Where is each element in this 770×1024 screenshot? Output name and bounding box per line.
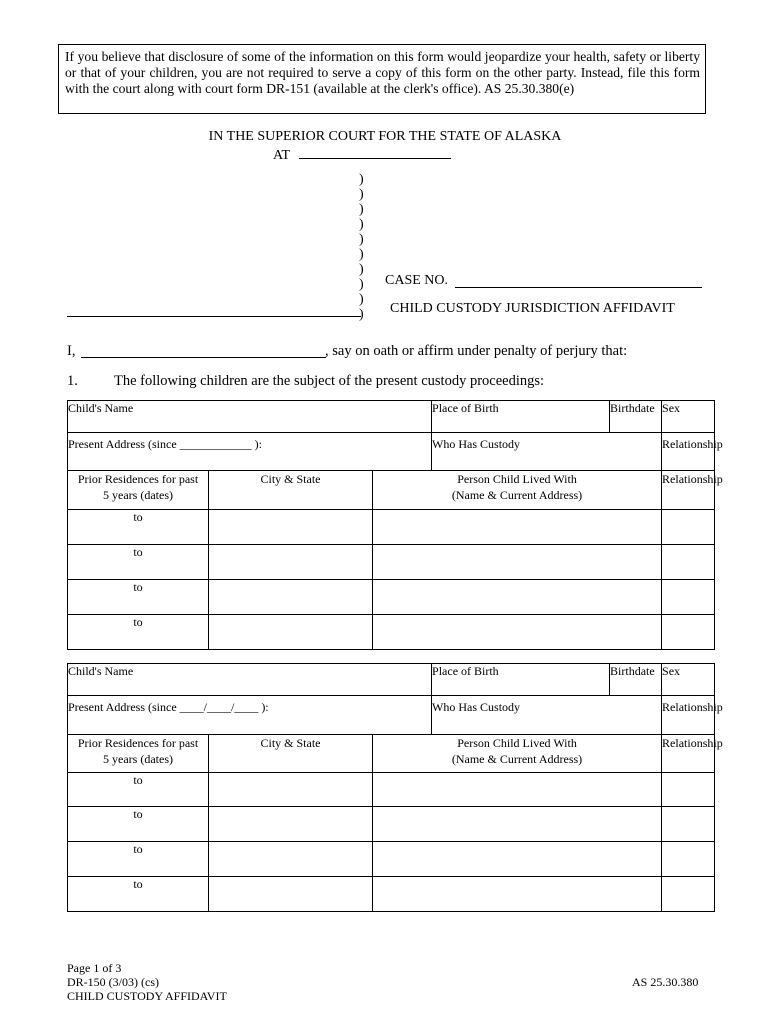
person-cell[interactable] (373, 545, 662, 580)
place-of-birth-cell[interactable]: Place of Birth (432, 664, 610, 696)
city-state-cell[interactable] (209, 510, 373, 545)
present-address-cell[interactable]: Present Address (since ____________ ): (68, 433, 432, 471)
childs-name-cell[interactable]: Child's Name (68, 664, 432, 696)
birthdate-cell[interactable]: Birthdate (610, 401, 662, 433)
table-row (68, 842, 715, 877)
relationship-value-cell[interactable] (662, 877, 715, 912)
city-state-cell[interactable] (209, 842, 373, 877)
sex-cell[interactable]: Sex (662, 401, 715, 433)
sex-cell[interactable]: Sex (662, 664, 715, 696)
child-table-2 (67, 663, 723, 912)
city-state-cell[interactable] (209, 807, 373, 842)
city-state-cell[interactable] (209, 877, 373, 912)
table-row (68, 545, 715, 580)
table-row (68, 615, 715, 650)
person-cell[interactable] (373, 842, 662, 877)
confidentiality-notice-text: If you believe that disclosure of some of the information on this form would jeopardize your health, safety or liberty or that of your children, you are not required to serve a copy of this form on the other party. Instead, file this form with the court along with court form DR-151 (available at the clerk's office). AS 25.30.380(e) (65, 49, 700, 96)
place-of-birth-cell[interactable]: Place of Birth (432, 401, 610, 433)
person-lived-with-header: Person Child Lived With (Name & Current Address) (373, 735, 662, 773)
item-number: 1. (67, 373, 78, 389)
court-location-field[interactable] (299, 145, 451, 159)
city-state-cell[interactable] (209, 580, 373, 615)
caption-parens (359, 172, 364, 322)
dates-cell[interactable]: to (68, 842, 209, 877)
caption-paren: ) (359, 292, 364, 307)
page-number: Page 1 of 3 (67, 961, 122, 975)
relationship-cell[interactable]: Relationship (662, 433, 715, 471)
document-title: CHILD CUSTODY JURISDICTION AFFIDAVIT (390, 301, 675, 316)
caption-paren: ) (359, 307, 364, 322)
footer-left (67, 961, 227, 1003)
dates-cell[interactable]: to (68, 807, 209, 842)
item-text: The following children are the subject of the present custody proceedings: (114, 373, 545, 389)
case-number (385, 273, 448, 289)
prior-residences-header: Prior Residences for past 5 years (dates) (68, 471, 209, 510)
table-row (68, 773, 715, 807)
table-row (68, 510, 715, 545)
oath-prefix: I, (67, 343, 76, 359)
dates-cell[interactable]: to (68, 580, 209, 615)
person-cell[interactable] (373, 773, 662, 807)
caption-paren: ) (359, 172, 364, 187)
child-table-1 (67, 400, 723, 650)
table-row (68, 580, 715, 615)
person-cell[interactable] (373, 615, 662, 650)
dates-cell[interactable]: to (68, 877, 209, 912)
birthdate-cell[interactable]: Birthdate (610, 664, 662, 696)
relationship-value-cell[interactable] (662, 773, 715, 807)
footer-statute: AS 25.30.380 (632, 975, 699, 989)
party-names-field[interactable] (67, 302, 361, 317)
case-number-field[interactable] (455, 272, 702, 288)
city-state-header: City & State (209, 471, 373, 510)
person-cell[interactable] (373, 807, 662, 842)
person-cell[interactable] (373, 877, 662, 912)
dates-cell[interactable]: to (68, 773, 209, 807)
relationship-value-cell[interactable] (662, 615, 715, 650)
table-row (68, 877, 715, 912)
form-name: CHILD CUSTODY AFFIDAVIT (67, 989, 227, 1003)
childs-name-cell[interactable]: Child's Name (68, 401, 432, 433)
present-address-cell[interactable]: Present Address (since ____/____/____ ): (68, 696, 432, 735)
case-no-label: CASE NO. (385, 273, 449, 288)
who-has-custody-cell[interactable]: Who Has Custody (432, 696, 662, 735)
form-id: DR-150 (3/03) (cs) (67, 975, 159, 989)
dates-cell[interactable]: to (68, 545, 209, 580)
affiant-name-field[interactable] (81, 342, 326, 358)
relationship-value-cell[interactable] (662, 842, 715, 877)
prior-residences-header: Prior Residences for past 5 years (dates) (68, 735, 209, 773)
caption-paren: ) (359, 217, 364, 232)
relationship-header: Relationship (662, 471, 715, 510)
relationship-value-cell[interactable] (662, 545, 715, 580)
city-state-cell[interactable] (209, 615, 373, 650)
person-cell[interactable] (373, 510, 662, 545)
city-state-cell[interactable] (209, 773, 373, 807)
caption-paren: ) (359, 232, 364, 247)
who-has-custody-cell[interactable]: Who Has Custody (432, 433, 662, 471)
city-state-cell[interactable] (209, 545, 373, 580)
relationship-value-cell[interactable] (662, 510, 715, 545)
city-state-header: City & State (209, 735, 373, 773)
confidentiality-notice-box (58, 44, 706, 114)
caption-paren: ) (359, 247, 364, 262)
person-cell[interactable] (373, 580, 662, 615)
oath-statement: , say on oath or affirm under penalty of perjury that: (325, 343, 628, 359)
person-lived-with-header: Person Child Lived With (Name & Current Address) (373, 471, 662, 510)
caption-paren: ) (359, 187, 364, 202)
caption-paren: ) (359, 202, 364, 217)
table-row (68, 807, 715, 842)
at-label: AT (273, 148, 290, 163)
court-title: IN THE SUPERIOR COURT FOR THE STATE OF ALASKA (208, 129, 562, 144)
dates-cell[interactable]: to (68, 510, 209, 545)
relationship-header: Relationship (662, 735, 715, 773)
court-location (273, 145, 451, 164)
relationship-value-cell[interactable] (662, 807, 715, 842)
dates-cell[interactable]: to (68, 615, 209, 650)
caption-paren: ) (359, 262, 364, 277)
relationship-value-cell[interactable] (662, 580, 715, 615)
caption-paren: ) (359, 277, 364, 292)
relationship-cell[interactable]: Relationship (662, 696, 715, 735)
